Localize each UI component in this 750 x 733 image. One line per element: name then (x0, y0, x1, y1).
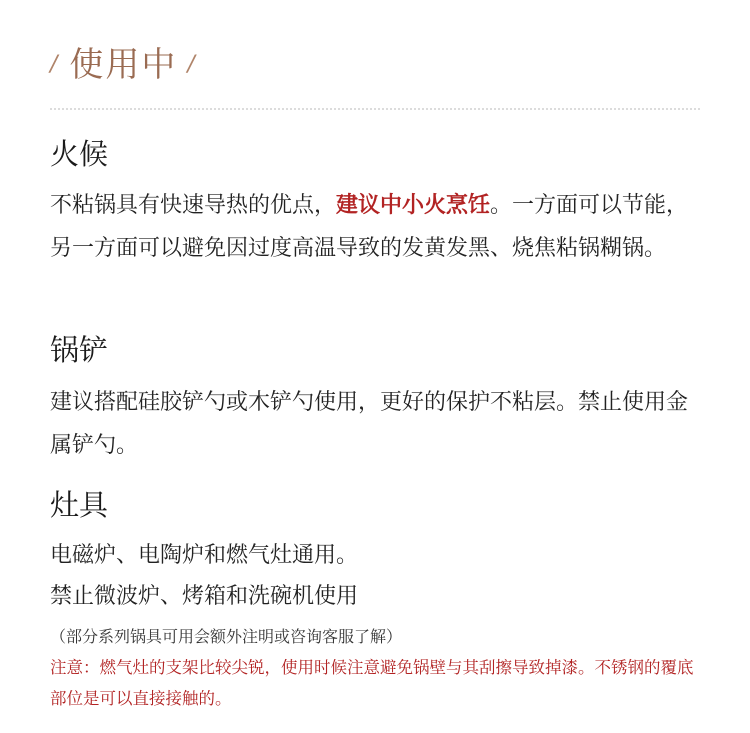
warning-note: 注意：燃气灶的支架比较尖锐，使用时候注意避免锅壁与其刮擦导致掉漆。不锈钢的覆底部位是可以直接接触的。 (50, 658, 694, 708)
title-slash-left: / (50, 52, 58, 77)
spatula-heading: 锅铲 (50, 333, 109, 367)
heat-text-before: 不粘锅具有快速导热的优点， (50, 193, 337, 218)
dotted-divider (50, 108, 700, 110)
section-title-row (50, 40, 195, 90)
page-title: 使用中 (69, 45, 178, 85)
stove-heading: 灶具 (50, 488, 109, 522)
heat-text-after: 。一方面可以节能，另一方面可以避免因过度高温导致的发黄发黑、烧焦粘锅糊锅。 (50, 193, 689, 261)
heat-highlight: 建议中小火烹饪 (336, 193, 491, 218)
title-slash-right: / (187, 52, 195, 77)
stove-line-2-note: （部分系列锅具可用会额外注明或咨询客服了解） (50, 627, 403, 646)
stove-line-2 (50, 577, 705, 656)
heat-heading: 火候 (50, 137, 109, 171)
stove-line-2-main: 禁止微波炉、烤箱和洗碗机使用 (50, 584, 359, 609)
heat-paragraph (50, 184, 705, 270)
stove-line-1: 电磁炉、电陶炉和燃气灶通用。 (50, 543, 359, 568)
spatula-paragraph: 建议搭配硅胶铲勺或木铲勺使用，更好的保护不粘层。禁止使用金属铲勺。 (50, 390, 689, 458)
